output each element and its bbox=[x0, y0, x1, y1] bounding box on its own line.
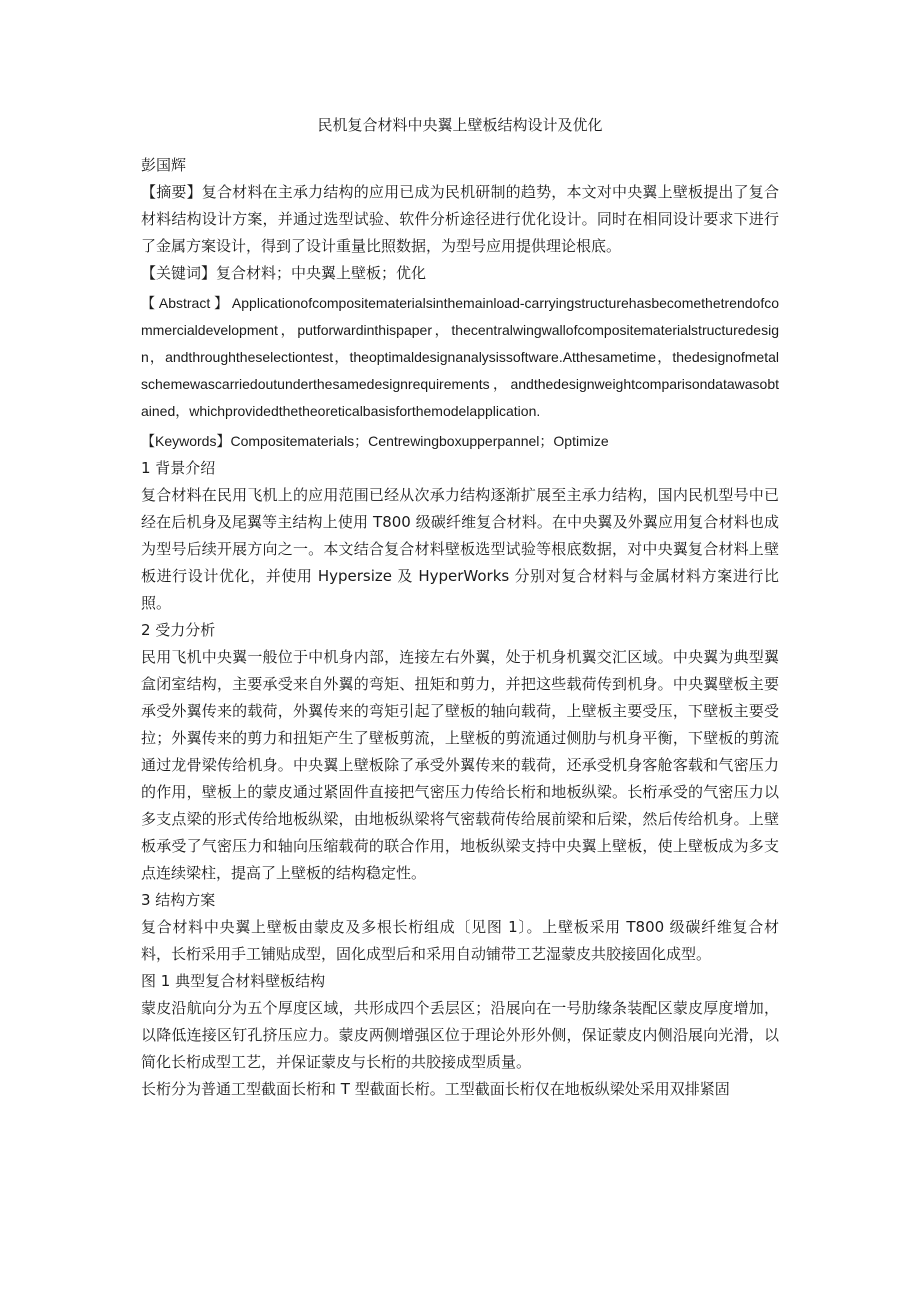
author: 彭国辉 bbox=[141, 156, 187, 174]
section-1-heading: 1 背景介绍 bbox=[141, 459, 216, 477]
section-3-body: 复合材料中央翼上壁板由蒙皮及多根长桁组成〔见图 1〕。上壁板采用 T800 级碳纤维复合材料，长桁采用手工铺贴成型，固化成型后和采用自动铺带工艺湿蒙皮共胶接固化成型。 bbox=[141, 918, 779, 963]
abstract-cn: 【摘要】复合材料在主承力结构的应用已成为民机研制的趋势，本文对中央翼上壁板提出了复合材料结构设计方案，并通过选型试验、软件分析途径进行优化设计。同时在相同设计要求下进行了金属方案设计，得到了设计重量比照数据，为型号应用提供理论根底。 bbox=[141, 183, 779, 255]
figure-1-caption: 图 1 典型复合材料壁板结构 bbox=[141, 972, 326, 990]
section-3-paragraph-3: 长桁分为普通工型截面长桁和 T 型截面长桁。工型截面长桁仅在地板纵梁处采用双排紧固 bbox=[141, 1080, 730, 1098]
section-2-heading: 2 受力分析 bbox=[141, 621, 216, 639]
keywords-cn: 【关键词】复合材料；中央翼上壁板；优化 bbox=[141, 264, 427, 282]
section-3-paragraph-2: 蒙皮沿航向分为五个厚度区域，共形成四个丢层区；沿展向在一号肋缘条装配区蒙皮厚度增加，以降低连接区钉孔挤压应力。蒙皮两侧增强区位于理论外形外侧，保证蒙皮内侧沿展向光滑，以简化长桁成型工艺，并保证蒙皮与长桁的共胶接成型质量。 bbox=[141, 999, 779, 1071]
section-1-body: 复合材料在民用飞机上的应用范围已经从次承力结构逐渐扩展至主承力结构，国内民机型号中已经在后机身及尾翼等主结构上使用 T800 级碳纤维复合材料。在中央翼及外翼应用复合材料也成为型号后续开展方向之一。本文结合复合材料壁板选型试验等根底数据，对中央翼复合材料上壁板进行设计优化，并使用 Hypersize 及 HyperWorks 分别对复合材料与金属材料方案进行比照。 bbox=[141, 486, 779, 612]
section-3-heading: 3 结构方案 bbox=[141, 891, 216, 909]
section-2-body: 民用飞机中央翼一般位于中机身内部，连接左右外翼，处于机身机翼交汇区域。中央翼为典型翼盒闭室结构，主要承受来自外翼的弯矩、扭矩和剪力，并把这些载荷传到机身。中央翼壁板主要承受外翼传来的载荷，外翼传来的弯矩引起了壁板的轴向载荷，上壁板主要受压，下壁板主要受拉；外翼传来的剪力和扭矩产生了壁板剪流，上壁板的剪流通过侧肋与机身平衡，下壁板的剪流通过龙骨梁传给机身。中央翼上壁板除了承受外翼传来的载荷，还承受机身客舱客载和气密压力的作用，壁板上的蒙皮通过紧固件直接把气密压力传给长桁和地板纵梁。长桁承受的气密压力以多支点梁的形式传给地板纵梁，由地板纵梁将气密载荷传给展前梁和后梁，然后传给机身。上壁板承受了气密压力和轴向压缩载荷的联合作用，地板纵梁支持中央翼上壁板，使上壁板成为多支点连续梁柱，提高了上壁板的结构稳定性。 bbox=[141, 648, 779, 882]
document-page bbox=[141, 114, 779, 1103]
document-title: 民机复合材料中央翼上壁板结构设计及优化 bbox=[317, 116, 603, 134]
abstract-en: 【Abstract】Applicationofcompositematerialsinthemainload-carryingstructurehasbecomethetrendofcommercialdevelopment，putforwardinthispaper，thecentralwingwallofcompositematerialstructuredesign，andthroughtheselectiontest，theoptimaldesignanalysissoftware.Atthesametime，thedesignofmetalschemewascarriedoutunderthesamedesignrequirements，andthedesignweightcomparisondatawasobtained，whichprovidedthetheoreticalbasisforthemodelapplication. bbox=[141, 295, 779, 419]
keywords-en: 【Keywords】Compositematerials；Centrewingboxupperpannel；Optimize bbox=[141, 433, 609, 449]
